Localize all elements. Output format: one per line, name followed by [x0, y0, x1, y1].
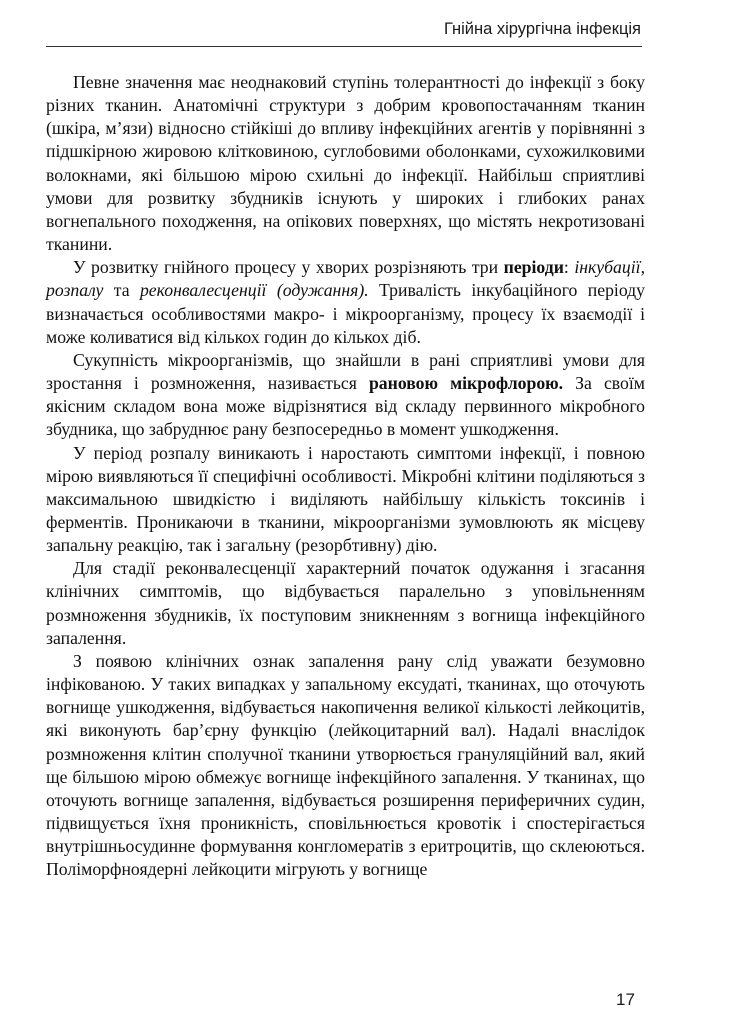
p2-text-2: :: [563, 257, 575, 278]
paragraph-inflammation: З появою клінічних ознак запалення рану слід уважати безумовно інфікованою. У таких випадках у запальному ексудаті, тканинах, що оточують вогнище ушкодження, відбувається накопичення великої кількості лейкоцитів, які виконують бар’єрну функцію (лейкоцитарний вал). Надалі внаслідок розмноження клітин сполучної тканини утворюється грануляційний вал, який ще більшою мірою обмежує вогнище інфекційного запалення. У тканинах, що оточують вогнище запалення, відбувається розширення периферичних судин, підвищується їхня проникність, сповільнюється кровотік і спостерігається внутрішньосудинне формування конгломератів з еритроцитів, що склеюються. Поліморфноядерні лейкоцити мігрують у вогнище: [46, 650, 645, 880]
term-periods: періоди: [503, 257, 564, 278]
p3-text-2: За своїм якісним складом вона може відрізнятися від складу первинного мікробного збудника, що забруднює рану безпосередньо в момент ушкодження.: [46, 373, 645, 440]
p2-text-4: Тривалість інкубаційного періоду визначається особливостями макро- і мікроорганізму, процесу їх взаємодії і може коливатися від кількох годин до кількох діб.: [46, 280, 646, 347]
term-incubation-onset: інкубації, розпалу: [46, 257, 645, 301]
p2-text-1: У розвитку гнійного процесу у хворих розрізняють три: [73, 257, 504, 278]
paragraph-wound-microflora: [46, 349, 645, 442]
page-body: [46, 71, 645, 881]
running-header: Гнійна хірургічна інфекція: [444, 20, 641, 38]
term-convalescence: реконвалесценції (одужання).: [139, 280, 369, 301]
paragraph-onset-period: У період розпалу виникають і наростають симптоми інфекції, і повною мірою виявляються її специфічні особливості. Мікробні клітини поділяються з максимальною швидкістю і виділяють найбільшу кількість токсинів і ферментів. Проникаючи в тканини, мікроорганізми зумовлюють як місцеву запальну реакцію, так і загальну (резорбтивну) дію.: [46, 442, 645, 556]
header-rule: [46, 46, 642, 47]
p2-text-3: та: [103, 280, 140, 301]
page-number: 17: [616, 990, 635, 1009]
paragraph-periods: [46, 256, 645, 349]
paragraph-tolerance: Певне значення має неоднаковий ступінь толерантності до інфекції з боку різних тканин. Анатомічні структури з добрим кровопостачанням тканин (шкіра, м’язи) відносно стійкіші до впливу інфекційних агентів у порівнянні з підшкірною жировою клітковиною, суглобовими оболонками, сухожилковими волокнами, які більшою мірою схильні до інфекції. Найбільш сприятливі умови для розвитку збудників існують у широких і глибоких ранах вогнепального походження, на опікових поверхнях, що містять некротизовані тканини.: [46, 72, 645, 255]
p3-text-1: Сукупність мікроорганізмів, що знайшли в рані сприятливі умови для зростання і розмноження, називається: [46, 349, 645, 394]
term-wound-microflora: рановою мікрофлорою.: [368, 373, 564, 394]
paragraph-convalescence: Для стадії реконвалесценції характерний початок одужання і згасання клінічних симптомів, що відбувається паралельно з уповільненням розмноження збудників, їх поступовим зникненням з вогнища інфекційного запалення.: [46, 558, 645, 648]
